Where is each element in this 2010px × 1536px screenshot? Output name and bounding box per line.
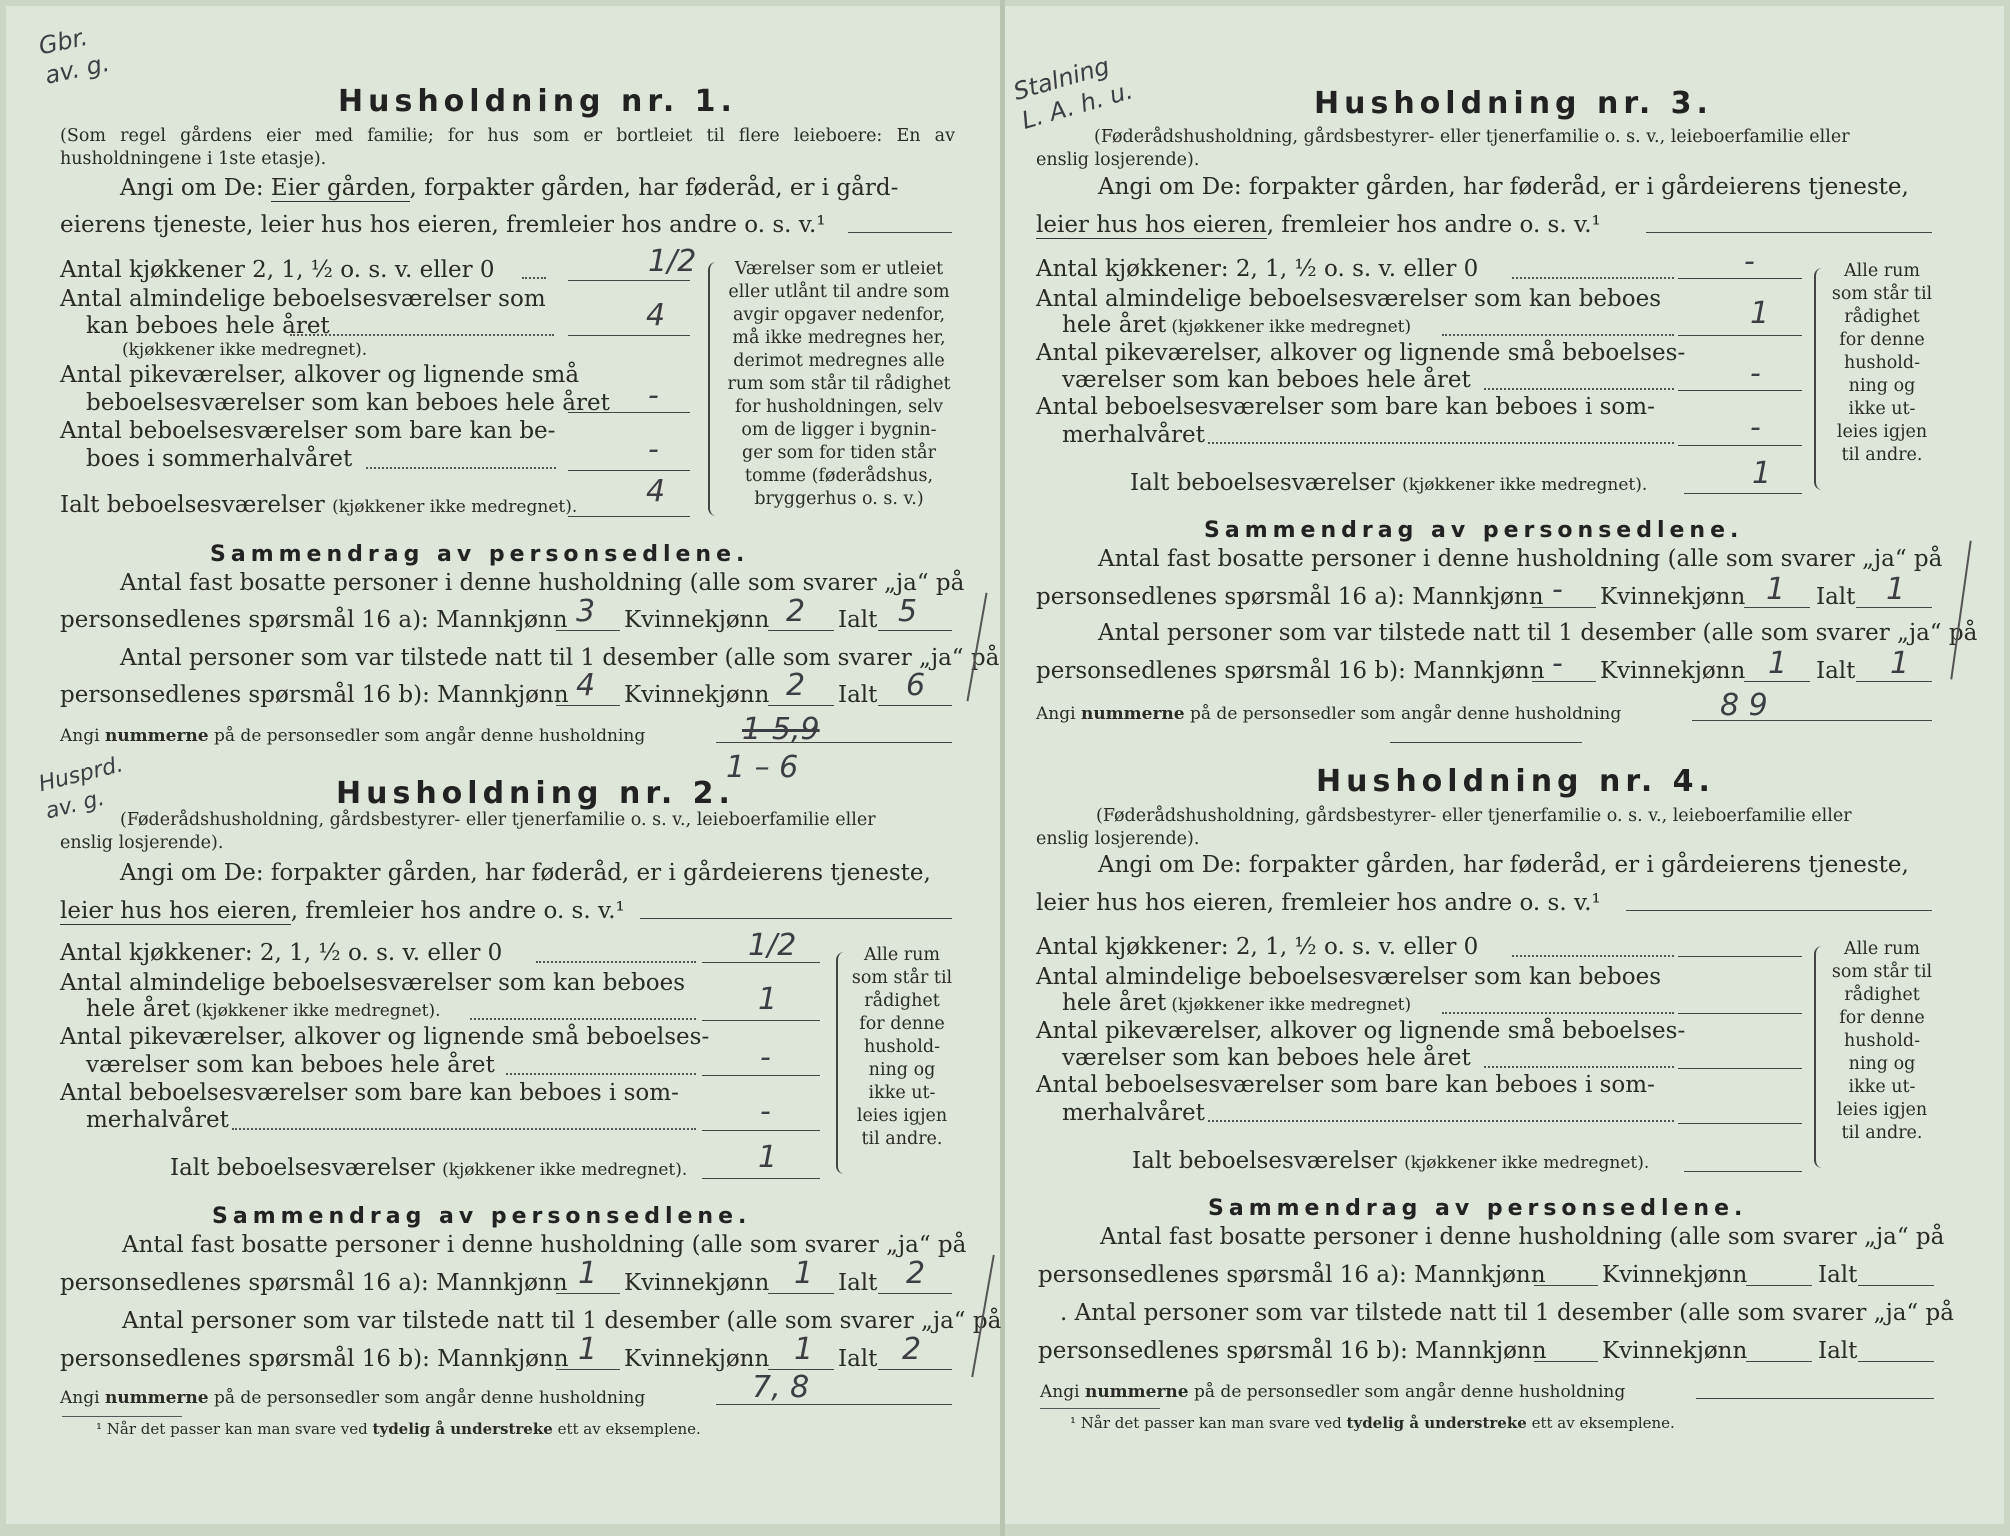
h1-som-dots [366,467,556,469]
right-footnote-c: ett av eksemplene. [1531,1414,1675,1432]
h3-fast-m-value: - [1552,572,1563,607]
h1-som-value: - [648,432,659,467]
h2-angi-line1: Angi om De: forpakter gården, har føderåd, er i gårdeierens tjeneste, [120,860,931,886]
h1-intro: (Som regel gårdens eier med familie; for hus som er bortleiet til flere leieboere: En av husholdningene i 1ste etasje). [60,126,955,169]
h4-til-k-label: Kvinnekjønn [1602,1338,1748,1364]
right-footnote-a: ¹ Når det passer kan man svare ved [1070,1414,1342,1432]
h2-pike-label-1: Antal pikeværelser, alkover og lignende små beboelses- [60,1024,710,1050]
h2-angi-rest: , fremleier hos andre o. s. v.¹ [290,898,625,924]
h2-til-m-line [556,1369,620,1370]
h4-nummer-b: nummerne [1084,1382,1189,1402]
h4-til-i-label: Ialt [1818,1338,1858,1364]
h3-pike-label-1: Antal pikeværelser, alkover og lignende små beboelses- [1036,340,1686,366]
left-footnote-rule [62,1416,182,1417]
h1-kjokken-dots [522,277,546,279]
h4-pike-label-1: Antal pikeværelser, alkover og lignende små beboelses- [1036,1018,1686,1044]
h3-fast-i-value: 1 [1886,572,1906,607]
h3-intro-2: enslig losjerende). [1036,150,1200,170]
h2-alm-text: hele året [86,996,191,1022]
h4-til-i-line [1858,1361,1934,1362]
margin-note-2: Husprd. av. g. [36,752,126,825]
h3-fast-k-label: Kvinnekjønn [1600,584,1746,610]
h2-intro-2: enslig losjerende). [60,833,224,853]
h3-alm-note: (kjøkkener ikke medregnet) [1171,317,1412,337]
h1-fast-k-label: Kvinnekjønn [624,607,770,633]
h1-fast-m-line [556,630,620,631]
h2-nummer-b: nummerne [104,1388,209,1408]
h3-fast-line2: personsedlenes spørsmål 16 a): Mannkjønn [1036,584,1544,610]
h3-ialt-text: Ialt beboelsesværelser [1130,470,1395,496]
h1-fast-i-label: Ialt [838,607,878,633]
h3-til-i-line [1856,681,1932,682]
h2-angi-answer-line [640,918,952,919]
h2-fast-k-line [768,1293,834,1294]
h2-ialt-text: Ialt beboelsesværelser [170,1155,435,1181]
h3-nummer-label [1036,704,1621,724]
h2-ialt-label [170,1155,687,1181]
h1-nummer-c: på de personsedler som angår denne husholdning [214,726,646,746]
h3-fast-m-line [1532,607,1596,608]
h1-alm-label-1: Antal almindelige beboelsesværelser som [60,286,546,312]
h2-nummer-value: 7, 8 [752,1370,810,1405]
h3-summary-title: Sammendrag av personsedlene. [1204,518,1744,543]
h2-pike-value: - [760,1040,771,1075]
h2-side-note: Alle rum som står til rådighet for denne hushold- ning og ikke ut- leies igjen til andre. [851,945,953,1149]
h2-alm-line [702,1020,820,1021]
h2-pike-dots [506,1073,696,1075]
h1-ialt-note: (kjøkkener ikke medregnet). [332,497,578,517]
h3-ialt-label [1130,470,1647,496]
right-footnote [1070,1414,1675,1432]
h3-kjokken-label: Antal kjøkkener: 2, 1, ½ o. s. v. eller 0 [1036,256,1479,282]
h4-fast-m-line [1534,1285,1598,1286]
h3-fast-k-line [1744,607,1810,608]
h3-pike-line [1678,390,1802,391]
h1-kjokken-label: Antal kjøkkener 2, 1, ½ o. s. v. eller 0 [60,257,495,283]
h1-kjokken-value: 1/2 [648,244,697,279]
h2-som-line [702,1130,820,1131]
h2-fast-i-line [878,1293,952,1294]
h4-alm-note: (kjøkkener ikke medregnet) [1171,995,1412,1015]
h1-angi-eier: Eier gården [270,175,410,201]
h3-nummer-c: på de personsedler som angår denne husholdning [1190,704,1622,724]
h4-angi-answer-line [1626,910,1932,911]
h4-som-label-2: merhalvåret [1062,1100,1205,1126]
h1-fast-k-line [768,630,834,631]
h4-ialt-label [1132,1148,1649,1174]
h3-fast-i-line [1856,607,1932,608]
h1-fast-i-line [878,630,952,631]
h3-kjokken-value: - [1744,244,1755,279]
h2-angi-leier: leier hus hos eieren [60,898,291,924]
h4-kjokken-dots [1512,955,1674,957]
h2-fast-i-label: Ialt [838,1270,878,1296]
h1-til-m-value: 4 [576,668,596,703]
h1-ialt-label [60,492,577,518]
h2-som-dots [232,1128,696,1130]
h2-alm-dots [470,1018,696,1020]
h1-til-i-value: 6 [906,668,926,703]
h4-fast-line1: Antal fast bosatte personer i denne husholdning (alle som svarer „ja“ på [1100,1224,1945,1250]
h1-fast-line2 [60,607,568,633]
h3-nummer-value: 8 9 [1720,688,1768,723]
h4-angi-line1: Angi om De: forpakter gården, har føderåd, er i gårdeierens tjeneste, [1098,852,1909,878]
h4-summary-title: Sammendrag av personsedlene. [1208,1196,1748,1221]
h3-som-line [1678,445,1802,446]
h1-fast-m-value: 3 [576,594,596,629]
margin-note-1: Gbr. av. g. [36,22,112,90]
h3-alm-label-1: Antal almindelige beboelsesværelser som kan beboes [1036,286,1662,312]
h1-ialt-value: 4 [646,474,666,509]
h1-alm-line [568,335,690,336]
h3-alm-line [1678,335,1802,336]
h3-fast-i-label: Ialt [1816,584,1856,610]
h1-som-label-1: Antal beboelsesværelser som bare kan be- [60,418,556,444]
h4-som-dots [1208,1120,1674,1122]
h2-alm-label-2 [86,996,441,1022]
h4-fast-k-label: Kvinnekjønn [1602,1262,1748,1288]
h2-alm-note: (kjøkkener ikke medregnet). [195,1001,441,1021]
h3-til-i-value: 1 [1890,646,1910,681]
h4-intro-2: enslig losjerende). [1036,829,1200,849]
h1-angi-answer-line [848,232,952,233]
left-footnote-c: ett av eksemplene. [557,1420,701,1438]
h4-side-note: Alle rum som står til rådighet for denne hushold- ning og ikke ut- leies igjen til andre. [1831,939,1933,1143]
h1-pike-line [568,412,690,413]
h3-ialt-value: 1 [1752,456,1772,491]
h3-til-k-line [1744,681,1810,682]
h3-til-line2: personsedlenes spørsmål 16 b): Mannkjønn [1036,658,1545,684]
h2-til-i-line [878,1369,952,1370]
h1-til-i-label: Ialt [838,682,878,708]
h3-fast-line1: Antal fast bosatte personer i denne husholdning (alle som svarer „ja“ på [1098,546,1943,572]
h1-alm-label-2: kan beboes hele året [86,313,330,339]
h3-ialt-note: (kjøkkener ikke medregnet). [1402,475,1648,495]
h3-til-i-label: Ialt [1816,658,1856,684]
h2-til-m-value: 1 [578,1332,598,1367]
h4-til-line2: personsedlenes spørsmål 16 b): Mannkjønn [1038,1338,1547,1364]
h2-ialt-value: 1 [758,1140,778,1175]
h3-alm-label-2 [1062,312,1411,338]
h4-pike-line [1678,1068,1802,1069]
h2-kjokken-dots [536,961,696,963]
h4-ialt-note: (kjøkkener ikke medregnet). [1404,1153,1650,1173]
h2-til-line2: personsedlenes spørsmål 16 b): Mannkjønn [60,1346,569,1372]
h1-til-line1: Antal personer som var tilstede natt til 1 desember (alle som svarer „ja“ på [120,645,1000,671]
h2-fast-line1: Antal fast bosatte personer i denne husholdning (alle som svarer „ja“ på [122,1232,967,1258]
h3-angi-rest: , fremleier hos andre o. s. v.¹ [1266,212,1601,238]
h2-alm-label-1: Antal almindelige beboelsesværelser som kan beboes [60,970,686,996]
h2-fast-k-label: Kvinnekjønn [624,1270,770,1296]
h1-til-line2: personsedlenes spørsmål 16 b): Mannkjønn [60,682,569,708]
h3-nummer-b: nummerne [1080,704,1185,724]
h4-nummer-a: Angi [1040,1382,1080,1402]
h4-fast-k-line [1746,1285,1812,1286]
h1-til-m-line [556,705,620,706]
h4-til-k-line [1746,1361,1812,1362]
h4-alm-line [1678,1013,1802,1014]
h4-nummer-line [1696,1398,1934,1399]
h4-alm-text: hele året [1062,990,1167,1016]
margin-note-3: Stalning L. A. h. u. [1010,51,1136,135]
h3-angi-line2 [1036,212,1601,238]
h3-nummer-a: Angi [1036,704,1076,724]
h1-pike-label-1: Antal pikeværelser, alkover og lignende små [60,362,580,388]
h3-pike-value: - [1750,356,1761,391]
left-footnote-b: tydelig å understreke [372,1420,553,1438]
h1-fast-line1: Antal fast bosatte personer i denne husholdning (alle som svarer „ja“ på [120,570,965,596]
h1-til-i-line [878,705,952,706]
h4-kjokken-line [1678,956,1802,957]
h1-angi-line1 [120,175,898,201]
h2-til-k-value: 1 [794,1332,814,1367]
h3-alm-dots [1442,334,1674,336]
h4-alm-label-1: Antal almindelige beboelsesværelser som kan beboes [1036,964,1662,990]
h2-alm-value: 1 [758,982,778,1017]
h3-som-label-2: merhalvåret [1062,422,1205,448]
h1-side-note: Værelser som er utleiet eller utlånt til andre som avgir opgaver nedenfor, må ikke medregnes her, derimot medregnes alle rum som står til rådighet for husholdningen, selv om de ligger i bygnin- ger som for tiden står tomme (føderådshus, bryggerhus o. s. v.) [727,259,951,509]
h3-til-m-line [1532,681,1596,682]
h3-alm-value: 1 [1750,296,1770,331]
h2-til-i-label: Ialt [838,1346,878,1372]
h1-alm-value: 4 [646,298,666,333]
h4-til-line1: . Antal personer som var tilstede natt til 1 desember (alle som svarer „ja“ på [1060,1300,1954,1326]
h2-summary-title: Sammendrag av personsedlene. [212,1204,752,1229]
h1-alm-note: (kjøkkener ikke medregnet). [122,340,368,360]
h1-pike-value: - [648,378,659,413]
h3-angi-leier: leier hus hos eieren [1036,212,1267,238]
h1-nummer-b: nummerne [104,726,209,746]
h2-ialt-note: (kjøkkener ikke medregnet). [442,1160,688,1180]
h2-angi-line2 [60,898,625,924]
h4-ialt-line [1684,1171,1802,1172]
h4-fast-i-label: Ialt [1818,1262,1858,1288]
h4-alm-dots [1442,1012,1674,1014]
h1-pike-label-2: beboelsesværelser som kan beboes hele året [86,390,610,416]
h3-angi-line1: Angi om De: forpakter gården, har føderåd, er i gårdeierens tjeneste, [1098,174,1909,200]
h1-title: Husholdning nr. 1. [338,84,737,119]
h3-som-label-1: Antal beboelsesværelser som bare kan beboes i som- [1036,394,1655,420]
h3-til-k-label: Kvinnekjønn [1600,658,1746,684]
left-footnote-a: ¹ Når det passer kan man svare ved [96,1420,368,1438]
h3-h4-separator [1390,742,1582,743]
h2-fast-line2: personsedlenes spørsmål 16 a): Mannkjønn [60,1270,568,1296]
h3-fast-k-value: 1 [1766,572,1786,607]
h3-til-m-value: - [1552,646,1563,681]
h2-nummer-label [60,1388,645,1408]
h1-angi-rest: , forpakter gården, har føderåd, er i gård- [409,175,899,201]
h2-nummer-a: Angi [60,1388,100,1408]
h2-til-line1: Antal personer som var tilstede natt til 1 desember (alle som svarer „ja“ på [122,1308,1002,1334]
h4-intro-1: (Føderådshusholdning, gårdsbestyrer- eller tjenerfamilie o. s. v., leieboerfamilie eller [1096,806,1852,826]
h4-alm-label-2 [1062,990,1411,1016]
h4-title: Husholdning nr. 4. [1316,764,1715,799]
h1-alm-dots [290,334,554,336]
h2-som-label-2: merhalvåret [86,1107,229,1133]
h1-nummer-a: Angi [60,726,100,746]
h4-pike-label-2: værelser som kan beboes hele året [1062,1045,1471,1071]
right-footnote-b: tydelig å understreke [1346,1414,1527,1432]
h1-til-k-line [768,705,834,706]
h1-angi-label: Angi om De: [120,175,264,201]
h4-angi-line2: leier hus hos eieren, fremleier hos andre o. s. v.¹ [1036,890,1601,916]
h2-nummer-c: på de personsedler som angår denne husholdning [214,1388,646,1408]
h3-til-k-value: 1 [1768,646,1788,681]
h2-som-label-1: Antal beboelsesværelser som bare kan beboes i som- [60,1080,679,1106]
h1-fast-m-label: personsedlenes spørsmål 16 a): Mannkjønn [60,607,568,633]
h1-angi-line2: eierens tjeneste, leier hus hos eieren, fremleier hos andre o. s. v.¹ [60,212,826,238]
h2-pike-line [702,1075,820,1076]
h3-kjokken-line [1678,278,1802,279]
h3-title: Husholdning nr. 3. [1314,86,1713,121]
h3-intro-1: (Føderådshusholdning, gårdsbestyrer- eller tjenerfamilie o. s. v., leieboerfamilie eller [1094,127,1850,147]
h4-ialt-text: Ialt beboelsesværelser [1132,1148,1397,1174]
h2-fast-k-value: 1 [794,1256,814,1291]
right-footnote-rule [1040,1408,1160,1409]
h1-kjokken-line [568,280,690,281]
h1-som-line [568,470,690,471]
left-footnote [96,1420,701,1438]
h4-pike-dots [1484,1066,1674,1068]
h3-angi-answer-line [1646,232,1932,233]
h4-fast-line2: personsedlenes spørsmål 16 a): Mannkjønn [1038,1262,1546,1288]
h1-ialt-text: Ialt beboelsesværelser [60,492,325,518]
h2-til-i-value: 2 [902,1332,922,1367]
h3-til-line1: Antal personer som var tilstede natt til 1 desember (alle som svarer „ja“ på [1098,620,1978,646]
h3-pike-label-2: værelser som kan beboes hele året [1062,367,1471,393]
h3-ialt-line [1684,493,1802,494]
h4-nummer-label [1040,1382,1625,1402]
h2-title: Husholdning nr. 2. [336,776,735,811]
h4-som-label-1: Antal beboelsesværelser som bare kan beboes i som- [1036,1072,1655,1098]
h3-som-value: - [1750,410,1761,445]
h4-fast-i-line [1858,1285,1934,1286]
h2-pike-label-2: værelser som kan beboes hele året [86,1052,495,1078]
h4-til-m-line [1534,1361,1598,1362]
h1-fast-k-value: 2 [786,594,806,629]
h1-nummer-label [60,726,645,746]
h4-kjokken-label: Antal kjøkkener: 2, 1, ½ o. s. v. eller 0 [1036,934,1479,960]
h2-kjokken-label: Antal kjøkkener: 2, 1, ½ o. s. v. eller 0 [60,940,503,966]
h2-som-value: - [760,1094,771,1129]
h4-nummer-c: på de personsedler som angår denne husholdning [1194,1382,1626,1402]
h1-som-label-2: boes i sommerhalvåret [86,446,353,472]
h2-intro-1: (Føderådshusholdning, gårdsbestyrer- eller tjenerfamilie o. s. v., leieboerfamilie eller [120,810,876,830]
h1-nummer-value: 1-5,9 [742,712,820,747]
h1-nummer-value-corrected: 1 – 6 [726,750,799,785]
h3-alm-text: hele året [1062,312,1167,338]
h1-til-k-label: Kvinnekjønn [624,682,770,708]
h2-fast-i-value: 2 [906,1256,926,1291]
h2-ialt-line [702,1178,820,1179]
h4-som-line [1678,1123,1802,1124]
h1-fast-i-value: 5 [898,594,918,629]
h2-fast-m-value: 1 [578,1256,598,1291]
h3-kjokken-dots [1512,277,1674,279]
h2-til-k-label: Kvinnekjønn [624,1346,770,1372]
h1-summary-title: Sammendrag av personsedlene. [210,542,750,567]
h3-som-dots [1208,442,1674,444]
page-crease [1000,0,1005,1536]
h2-kjokken-value: 1/2 [748,928,797,963]
h1-til-k-value: 2 [786,668,806,703]
h1-ialt-line [568,516,690,517]
h3-side-note: Alle rum som står til rådighet for denne hushold- ning og ikke ut- leies igjen til andre. [1831,261,1933,465]
h2-fast-m-line [556,1293,620,1294]
h3-pike-dots [1484,388,1674,390]
